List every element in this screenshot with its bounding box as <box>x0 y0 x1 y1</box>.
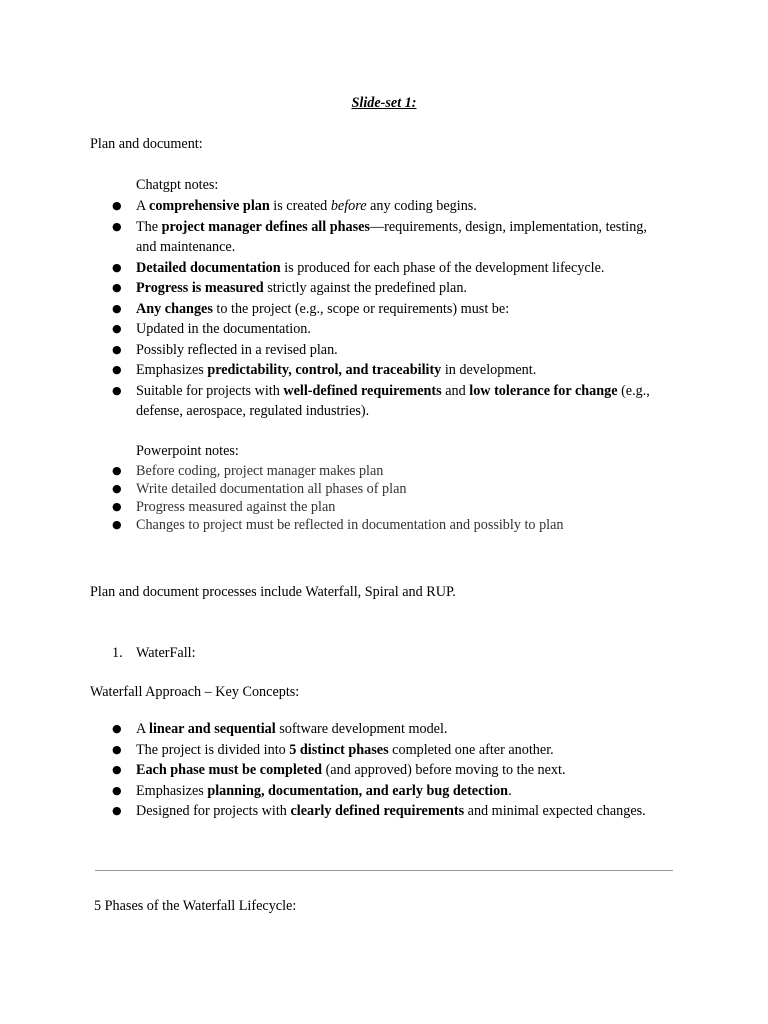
chatgpt-notes-heading: Chatgpt notes: <box>136 177 219 193</box>
list-item: ● Designed for projects with clearly defined requirements and minimal expected changes. <box>0 801 696 822</box>
list-item: ● The project is divided into 5 distinct phases completed one after another. <box>0 740 696 761</box>
list-item: ● Any changes to the project (e.g., scope or requirements) must be: <box>0 299 656 320</box>
phases-heading: 5 Phases of the Waterfall Lifecycle: <box>94 898 297 914</box>
horizontal-rule <box>95 870 673 871</box>
list-item: ● Suitable for projects with well-defined requirements and low tolerance for change (e.g., defense, aerospace, regulated industries). <box>0 381 656 422</box>
list-item: ● A linear and sequential software development model. <box>0 719 696 740</box>
list-item: ● Emphasizes planning, documentation, and early bug detection. <box>0 781 696 802</box>
intro-text: Plan and document: <box>90 136 203 152</box>
list-item: ● Progress is measured strictly against the predefined plan. <box>0 278 656 299</box>
list-item: ● Updated in the documentation. <box>0 319 656 340</box>
list-item: ● Progress measured against the plan <box>0 498 656 516</box>
item-number: 1. <box>112 645 123 661</box>
list-item: ● Changes to project must be reflected in documentation and possibly to plan <box>0 516 656 534</box>
list-item: ● Before coding, project manager makes plan <box>0 462 656 480</box>
item-label: WaterFall: <box>136 645 196 661</box>
list-item: ● Possibly reflected in a revised plan. <box>0 340 656 361</box>
list-item: ● Each phase must be completed (and approved) before moving to the next. <box>0 760 696 781</box>
list-item: ● Write detailed documentation all phases of plan <box>0 480 656 498</box>
powerpoint-notes-list <box>0 462 656 534</box>
page-title: Slide-set 1: <box>351 95 417 111</box>
processes-text: Plan and document processes include Waterfall, Spiral and RUP. <box>90 584 456 600</box>
powerpoint-notes-heading: Powerpoint notes: <box>136 443 239 459</box>
list-item: ● A comprehensive plan is created before any coding begins. <box>0 196 656 217</box>
waterfall-heading: Waterfall Approach – Key Concepts: <box>90 684 300 700</box>
list-item: ● The project manager defines all phases—requirements, design, implementation, testing, and maintenance. <box>0 217 656 258</box>
numbered-item <box>112 644 196 662</box>
list-item: ● Detailed documentation is produced for each phase of the development lifecycle. <box>0 258 656 279</box>
waterfall-concepts-list <box>0 719 696 822</box>
list-item: ● Emphasizes predictability, control, and traceability in development. <box>0 360 656 381</box>
chatgpt-notes-list <box>0 196 656 422</box>
